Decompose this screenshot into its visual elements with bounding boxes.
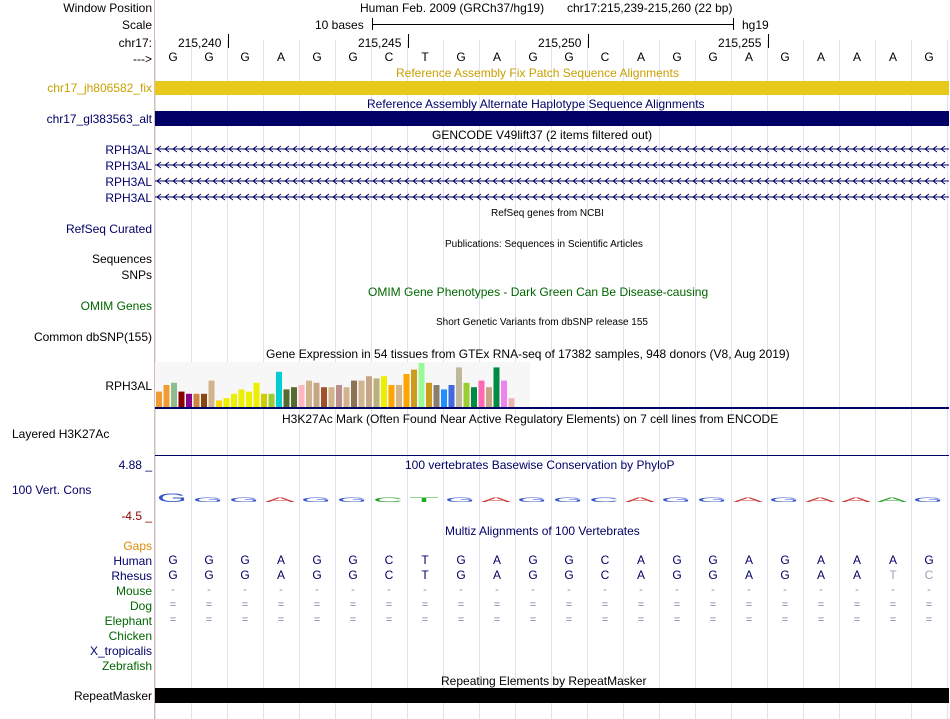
- multiz-base-dog: =: [241, 599, 249, 611]
- multiz-base-elephant: =: [457, 614, 465, 626]
- multiz-base-rhesus: A: [636, 568, 645, 582]
- multiz-base-dog: =: [457, 599, 465, 611]
- gtex-tissue-bar: [194, 394, 200, 407]
- multiz-base-human: A: [816, 553, 825, 567]
- multiz-base-mouse: -: [783, 584, 787, 596]
- gtex-tissue-bar: [216, 400, 222, 407]
- track-label-dbsnp[interactable]: Common dbSNP(155): [33, 330, 152, 344]
- gencode-item-label[interactable]: RPH3AL: [105, 175, 152, 189]
- gtex-tissue-bar: [389, 385, 395, 407]
- multiz-base-human: G: [780, 553, 790, 567]
- conservation-letter: A: [265, 498, 295, 504]
- assembly-title: Human Feb. 2009 (GRCh37/hg19): [360, 1, 545, 15]
- alt-haplotype-title: Reference Assembly Alternate Haplotype Sequence Alignments: [367, 97, 705, 111]
- conservation-letter: G: [913, 498, 946, 504]
- multiz-base-mouse: -: [171, 584, 175, 596]
- reference-base: A: [744, 50, 753, 64]
- reference-base: G: [240, 50, 250, 64]
- conservation-letter: A: [481, 498, 511, 504]
- gencode-item-label[interactable]: RPH3AL: [105, 143, 152, 157]
- gtex-tissue-bar: [179, 392, 185, 407]
- multiz-base-rhesus: G: [204, 568, 214, 582]
- multiz-base-dog: =: [673, 599, 681, 611]
- multiz-base-human: A: [888, 553, 897, 567]
- conservation-letter: C: [589, 498, 624, 504]
- h3k27ac-bottom-line: [155, 455, 949, 456]
- multiz-base-dog: =: [205, 599, 213, 611]
- multiz-base-rhesus: G: [672, 568, 682, 582]
- gtex-tissue-bar: [269, 394, 275, 407]
- gtex-tissue-bar: [186, 394, 192, 407]
- multiz-base-human: G: [348, 553, 358, 567]
- multiz-base-elephant: =: [673, 614, 681, 626]
- gtex-tissue-bar: [329, 387, 335, 407]
- track-label-publications-sequences[interactable]: Sequences: [91, 252, 152, 266]
- ruler-tick-mark: [588, 34, 589, 48]
- multiz-base-mouse: -: [315, 584, 319, 596]
- gtex-tissue-bar: [479, 381, 485, 407]
- gtex-tissue-bar: [464, 383, 470, 407]
- multiz-base-human: G: [456, 553, 466, 567]
- multiz-base-elephant: =: [853, 614, 861, 626]
- multiz-base-elephant: =: [601, 614, 609, 626]
- multiz-base-rhesus: A: [852, 568, 861, 582]
- gtex-tissue-bar: [171, 383, 177, 407]
- multiz-base-mouse: -: [243, 584, 247, 596]
- reference-base: A: [492, 50, 501, 64]
- track-label-refseq[interactable]: RefSeq Curated: [65, 222, 152, 236]
- multiz-base-human: A: [744, 553, 753, 567]
- multiz-base-rhesus: C: [924, 568, 934, 582]
- multiz-base-human: G: [672, 553, 682, 567]
- multiz-base-elephant: =: [169, 614, 177, 626]
- multiz-base-dog: =: [313, 599, 321, 611]
- conservation-letter: G: [697, 498, 730, 504]
- reference-base: G: [528, 50, 538, 64]
- reference-base: G: [456, 50, 466, 64]
- multiz-base-dog: =: [169, 599, 177, 611]
- multiz-base-mouse: -: [819, 584, 823, 596]
- multiz-base-mouse: -: [459, 584, 463, 596]
- multiz-base-mouse: -: [387, 584, 391, 596]
- ruler-tick-mark: [768, 34, 769, 48]
- multiz-base-mouse: -: [639, 584, 643, 596]
- gtex-tissue-bar: [231, 394, 237, 407]
- multiz-base-human: T: [421, 553, 429, 567]
- multiz-base-mouse: -: [603, 584, 607, 596]
- h3k27ac-title: H3K27Ac Mark (Often Found Near Active Regulatory Elements) on 7 cell lines from ENCODE: [282, 412, 779, 426]
- multiz-base-dog: =: [565, 599, 573, 611]
- multiz-base-elephant: =: [205, 614, 213, 626]
- alt-haplotype-bar[interactable]: [155, 111, 949, 126]
- gtex-tissue-bar: [359, 381, 365, 407]
- gtex-baseline: [155, 407, 949, 409]
- conservation-letter: G: [193, 498, 226, 504]
- multiz-base-rhesus: G: [708, 568, 718, 582]
- track-label-alt-haplotype[interactable]: chr17_gl383563_alt: [46, 112, 152, 126]
- multiz-base-rhesus: G: [348, 568, 358, 582]
- reference-base: A: [852, 50, 861, 64]
- multiz-base-human: A: [852, 553, 861, 567]
- refseq-title: RefSeq genes from NCBI: [491, 208, 604, 219]
- conservation-letter: T: [409, 498, 442, 504]
- conservation-letter: G: [337, 498, 370, 504]
- gtex-tissue-bar: [299, 385, 305, 407]
- conservation-letter: G: [157, 491, 187, 505]
- multiz-base-elephant: =: [565, 614, 573, 626]
- scale-bar-right-cap: [733, 18, 734, 30]
- multiz-base-dog: =: [709, 599, 717, 611]
- ruler-tick-mark: [228, 34, 229, 48]
- conservation-letter: A: [733, 498, 763, 504]
- multiz-base-rhesus: A: [816, 568, 825, 582]
- multiz-base-rhesus: A: [492, 568, 501, 582]
- multiz-base-human: G: [312, 553, 322, 567]
- gtex-tissue-bar: [209, 381, 215, 407]
- multiz-base-rhesus: A: [744, 568, 753, 582]
- gtex-tissue-bar: [501, 381, 507, 407]
- browser-track-area[interactable]: [155, 0, 950, 719]
- gtex-tissue-bar: [276, 372, 282, 407]
- multiz-base-rhesus: G: [312, 568, 322, 582]
- conservation-letter: G: [553, 498, 586, 504]
- multiz-base-human: G: [240, 553, 250, 567]
- ruler-tick-label: 215,255: [718, 36, 762, 50]
- gtex-tissue-bar: [411, 370, 417, 407]
- multiz-base-dog: =: [925, 599, 933, 611]
- track-label-conservation[interactable]: 100 Vert. Cons: [12, 483, 92, 497]
- multiz-species-dog[interactable]: Dog: [129, 599, 152, 613]
- gtex-tissue-bar: [314, 383, 320, 407]
- multiz-base-dog: =: [853, 599, 861, 611]
- gencode-title: GENCODE V49lift37 (2 items filtered out): [432, 128, 653, 142]
- reference-base: G: [312, 50, 322, 64]
- multiz-base-elephant: =: [889, 614, 897, 626]
- track-label-fix-patch[interactable]: chr17_jh806582_fix: [47, 81, 152, 95]
- gencode-item-label[interactable]: RPH3AL: [105, 159, 152, 173]
- multiz-base-mouse: -: [531, 584, 535, 596]
- window-position-label: Window Position: [63, 1, 152, 15]
- multiz-base-dog: =: [493, 599, 501, 611]
- gtex-tissue-bar: [441, 389, 447, 407]
- multiz-base-mouse: -: [855, 584, 859, 596]
- ruler-tick-label: 215,240: [178, 36, 222, 50]
- multiz-base-dog: =: [637, 599, 645, 611]
- multiz-base-rhesus: G: [168, 568, 178, 582]
- reference-base: A: [276, 50, 285, 64]
- reference-base: G: [168, 50, 178, 64]
- multiz-base-mouse: -: [747, 584, 751, 596]
- scale-text: 10 bases: [315, 18, 364, 32]
- multiz-base-elephant: =: [529, 614, 537, 626]
- ruler-tick-mark: [408, 34, 409, 48]
- multiz-base-human: G: [528, 553, 538, 567]
- multiz-base-mouse: -: [567, 584, 571, 596]
- multiz-base-dog: =: [277, 599, 285, 611]
- multiz-species-elephant[interactable]: Elephant: [104, 614, 152, 628]
- gtex-tissue-bar: [156, 392, 162, 407]
- gtex-tissue-bar: [434, 385, 440, 407]
- multiz-base-elephant: =: [421, 614, 429, 626]
- multiz-species-human[interactable]: Human: [113, 554, 152, 568]
- conservation-letter: G: [301, 498, 334, 504]
- gtex-tissue-bar: [254, 383, 260, 407]
- multiz-base-dog: =: [421, 599, 429, 611]
- track-label-h3k27ac[interactable]: Layered H3K27Ac: [12, 427, 110, 441]
- multiz-base-mouse: -: [675, 584, 679, 596]
- strand-arrow-label: --->: [133, 52, 152, 66]
- multiz-base-human: G: [708, 553, 718, 567]
- multiz-base-elephant: =: [925, 614, 933, 626]
- multiz-base-human: C: [384, 553, 394, 567]
- multiz-base-human: A: [276, 553, 285, 567]
- scale-label: Scale: [121, 18, 152, 32]
- gtex-tissue-bar: [239, 389, 245, 407]
- gtex-tissue-bar: [509, 398, 515, 407]
- multiz-base-rhesus: C: [384, 568, 394, 582]
- gtex-tissue-bar: [344, 387, 350, 407]
- repeatmasker-title: Repeating Elements by RepeatMasker: [441, 674, 647, 688]
- multiz-base-human: G: [204, 553, 214, 567]
- ruler-tick-label: 215,250: [538, 36, 582, 50]
- multiz-base-rhesus: A: [276, 568, 285, 582]
- gtex-tissue-bar: [224, 398, 230, 407]
- gtex-tissue-bar: [291, 387, 297, 407]
- multiz-base-elephant: =: [745, 614, 753, 626]
- multiz-species-zebrafish[interactable]: Zebrafish: [101, 659, 152, 673]
- track-label-gtex[interactable]: RPH3AL: [105, 379, 152, 393]
- reference-base: G: [924, 50, 934, 64]
- multiz-base-elephant: =: [493, 614, 501, 626]
- conservation-letter: A: [805, 498, 835, 504]
- multiz-base-mouse: -: [711, 584, 715, 596]
- conservation-logo[interactable]: [155, 490, 949, 506]
- position-title: chr17:215,239-215,260 (22 bp): [567, 1, 733, 15]
- track-label-omim[interactable]: OMIM Genes: [80, 299, 152, 313]
- cons-max-label: 4.88 _: [118, 458, 152, 472]
- dbsnp-title: Short Genetic Variants from dbSNP release 155: [436, 317, 648, 328]
- reference-base: A: [888, 50, 897, 64]
- reference-base: G: [348, 50, 358, 64]
- gtex-tissue-bar: [321, 387, 327, 407]
- gtex-tissue-bar: [449, 385, 455, 407]
- gtex-tissue-bar: [374, 378, 380, 407]
- multiz-base-elephant: =: [817, 614, 825, 626]
- repeatmasker-bar[interactable]: [155, 688, 949, 703]
- multiz-base-elephant: =: [781, 614, 789, 626]
- multiz-base-dog: =: [601, 599, 609, 611]
- conservation-letter: A: [877, 498, 907, 504]
- multiz-base-rhesus: G: [456, 568, 466, 582]
- multiz-base-human: C: [600, 553, 610, 567]
- multiz-base-elephant: =: [349, 614, 357, 626]
- scale-bar-left-cap: [372, 18, 373, 30]
- multiz-base-dog: =: [889, 599, 897, 611]
- conservation-letter: G: [769, 498, 802, 504]
- multiz-base-human: A: [636, 553, 645, 567]
- reference-base: G: [204, 50, 214, 64]
- multiz-title: Multiz Alignments of 100 Vertebrates: [445, 524, 640, 538]
- multiz-base-rhesus: G: [240, 568, 250, 582]
- gtex-tissue-bar: [201, 394, 207, 407]
- multiz-base-elephant: =: [241, 614, 249, 626]
- multiz-base-mouse: -: [423, 584, 427, 596]
- fix-patch-bar[interactable]: [155, 81, 949, 95]
- gtex-tissue-bar: [164, 385, 170, 407]
- gtex-tissue-bar: [471, 387, 477, 407]
- multiz-base-dog: =: [385, 599, 393, 611]
- gtex-tissue-bar: [396, 385, 402, 407]
- gencode-transcripts[interactable]: [155, 142, 949, 206]
- multiz-base-dog: =: [529, 599, 537, 611]
- multiz-base-human: G: [168, 553, 178, 567]
- multiz-base-rhesus: G: [564, 568, 574, 582]
- conservation-letter: A: [841, 498, 871, 504]
- scale-db-label: hg19: [742, 18, 769, 32]
- gtex-tissue-bar: [494, 367, 500, 407]
- gtex-tissue-bar: [284, 389, 290, 407]
- conservation-letter: G: [661, 498, 694, 504]
- gtex-tissue-bar: [336, 385, 342, 407]
- multiz-species-chicken[interactable]: Chicken: [108, 629, 152, 643]
- gencode-item-label[interactable]: RPH3AL: [105, 191, 152, 205]
- multiz-base-rhesus: T: [889, 568, 897, 582]
- fix-patch-title: Reference Assembly Fix Patch Sequence Alignments: [396, 66, 679, 80]
- track-label-publications-snps[interactable]: SNPs: [121, 268, 152, 282]
- reference-base: G: [564, 50, 574, 64]
- reference-base: T: [421, 50, 429, 64]
- gtex-tissue-bar: [246, 392, 252, 407]
- multiz-base-human: G: [924, 553, 934, 567]
- multiz-base-mouse: -: [891, 584, 895, 596]
- multiz-base-elephant: =: [277, 614, 285, 626]
- multiz-base-human: G: [564, 553, 574, 567]
- track-label-column: [0, 0, 154, 719]
- multiz-species-gaps[interactable]: Gaps: [123, 539, 152, 553]
- conservation-letter: G: [229, 498, 262, 504]
- gtex-tissue-bar: [261, 394, 267, 407]
- multiz-base-elephant: =: [709, 614, 717, 626]
- multiz-species-xtropicalis[interactable]: X_tropicalis: [89, 644, 152, 658]
- reference-base: C: [600, 50, 610, 64]
- multiz-base-dog: =: [781, 599, 789, 611]
- conservation-letter: G: [445, 498, 478, 504]
- multiz-base-elephant: =: [637, 614, 645, 626]
- gtex-tissue-bar: [366, 376, 372, 407]
- ruler-tick-label: 215,245: [358, 36, 402, 50]
- gtex-tissue-bar: [426, 383, 432, 407]
- multiz-base-rhesus: G: [528, 568, 538, 582]
- gtex-tissue-bar: [404, 374, 410, 407]
- gtex-tissue-bar: [381, 376, 387, 407]
- multiz-base-dog: =: [349, 599, 357, 611]
- gtex-tissue-bar: [306, 381, 312, 407]
- chrom-label: chr17:: [118, 36, 152, 50]
- multiz-base-elephant: =: [385, 614, 393, 626]
- reference-base: A: [636, 50, 645, 64]
- multiz-species-rhesus[interactable]: Rhesus: [111, 569, 152, 583]
- gtex-barchart[interactable]: [155, 362, 535, 408]
- multiz-base-elephant: =: [313, 614, 321, 626]
- gtex-tissue-bar: [486, 387, 492, 407]
- reference-base: A: [816, 50, 825, 64]
- gtex-tissue-bar: [456, 367, 462, 407]
- conservation-letter: C: [373, 498, 408, 504]
- multiz-base-mouse: -: [279, 584, 283, 596]
- conservation-letter: G: [517, 498, 550, 504]
- multiz-base-mouse: -: [207, 584, 211, 596]
- multiz-base-human: A: [492, 553, 501, 567]
- conservation-letter: A: [625, 498, 655, 504]
- gtex-tissue-bar: [351, 381, 357, 407]
- track-label-repeatmasker[interactable]: RepeatMasker: [73, 689, 152, 703]
- omim-title: OMIM Gene Phenotypes - Dark Green Can Be Disease-causing: [368, 285, 709, 299]
- reference-base: G: [672, 50, 682, 64]
- scale-bar: [372, 24, 733, 25]
- publications-title: Publications: Sequences in Scientific Articles: [445, 239, 643, 250]
- multiz-base-mouse: -: [495, 584, 499, 596]
- multiz-base-dog: =: [817, 599, 825, 611]
- reference-base: G: [708, 50, 718, 64]
- multiz-base-rhesus: T: [421, 568, 429, 582]
- reference-base: G: [780, 50, 790, 64]
- cons-min-label: -4.5 _: [121, 509, 152, 523]
- reference-base: C: [384, 50, 394, 64]
- conservation-title: 100 vertebrates Basewise Conservation by PhyloP: [405, 458, 675, 472]
- multiz-base-mouse: -: [351, 584, 355, 596]
- multiz-base-rhesus: G: [780, 568, 790, 582]
- gtex-tissue-bar: [419, 363, 425, 407]
- multiz-base-rhesus: C: [600, 568, 610, 582]
- multiz-base-mouse: -: [927, 584, 931, 596]
- multiz-base-dog: =: [745, 599, 753, 611]
- multiz-species-mouse[interactable]: Mouse: [115, 584, 152, 598]
- gtex-title: Gene Expression in 54 tissues from GTEx RNA-seq of 17382 samples, 948 donors (V8, Aug 2019): [266, 347, 790, 361]
